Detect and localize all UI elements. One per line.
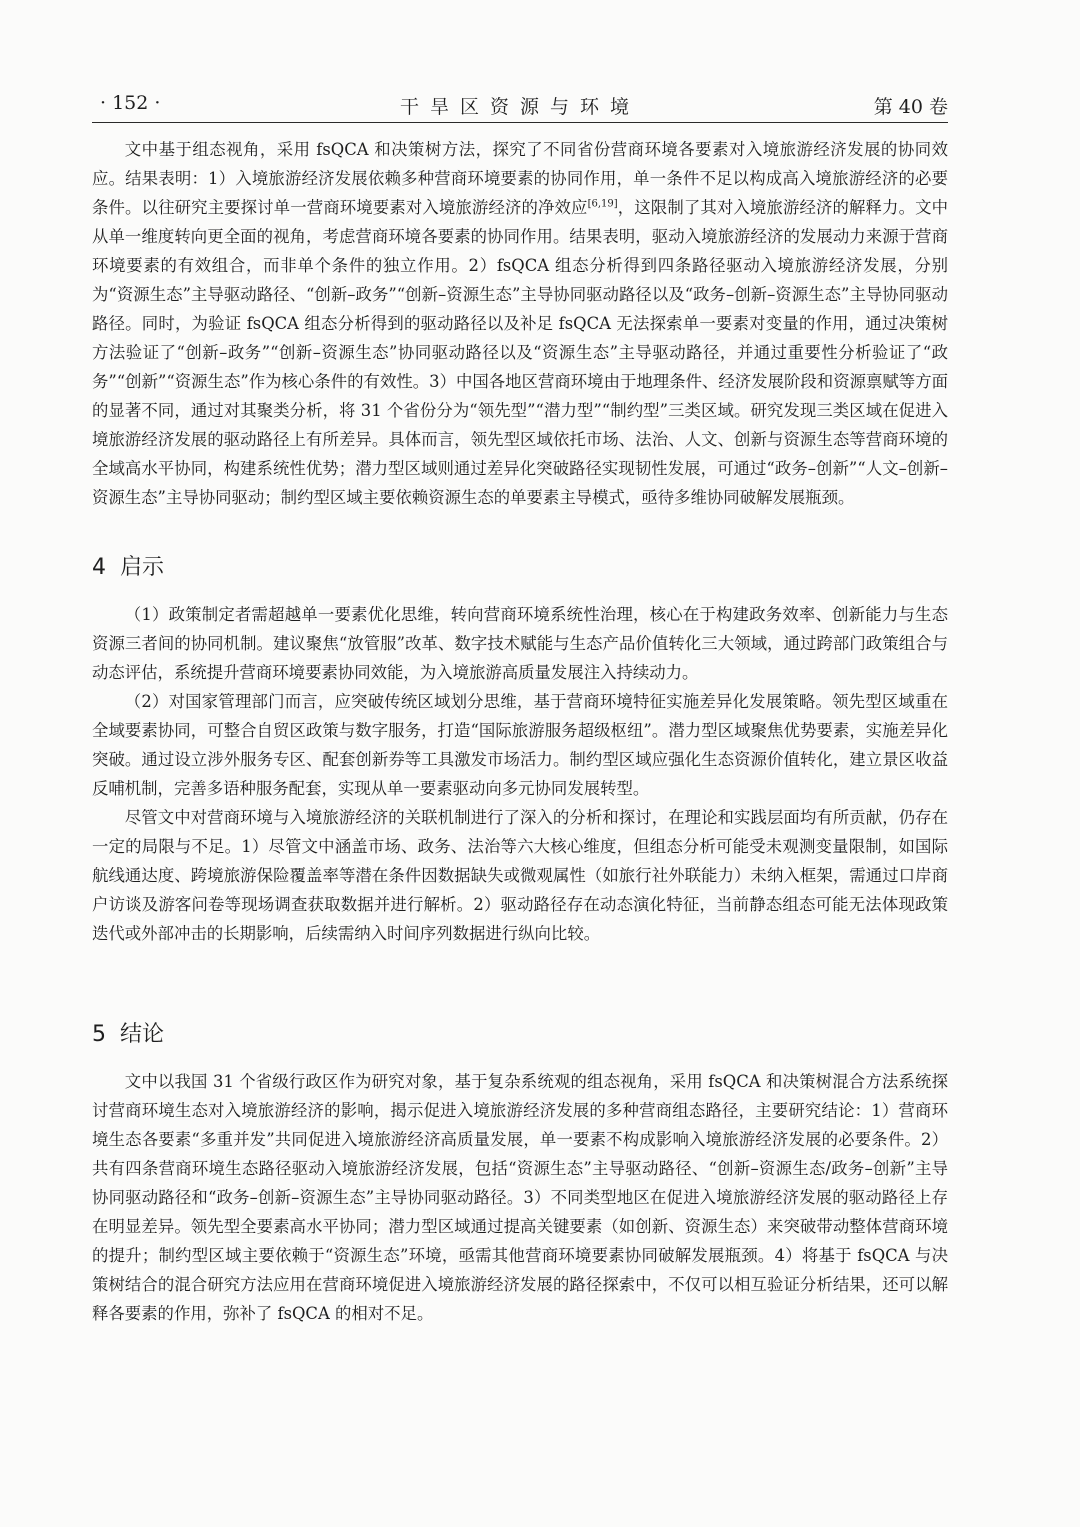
journal-title: 干旱区资源与环境 xyxy=(399,96,640,118)
limitations-paragraph: 尽管文中对营商环境与入境旅游经济的关联机制进行了深入的分析和探讨，在理论和实践层面均有所贡献，仍存在一定的局限与不足。1）尽管文中涵盖市场、政务、法治等六大核心维度，但组态分析可能受未观测变量限制，如国际航线通达度、跨境旅游保险覆盖率等潜在条件因数据缺失或微观属性（如旅行社外联能力）未纳入框架，需通过口岸商户访谈及游客问卷等现场调查获取数据并进行解析。2）驱动路径存在动态演化特征，当前静态组态可能无法体现政策迭代或外部冲击的长期影响，后续需纳入时间序列数据进行纵向比较。 xyxy=(92,808,948,943)
section-number: 4 xyxy=(92,555,106,580)
policy-paragraph-2: （2）对国家管理部门而言，应突破传统区域划分思维，基于营商环境特征实施差异化发展策略。领先型区域重在全域要素协同，可整合自贸区政策与数字服务，打造“国际旅游服务超级枢纽”。潜力型区域聚焦优势要素，实施差异化突破。通过设立涉外服务专区、配套创新券等工具激发市场活力。制约型区域应强化生态资源价值转化，建立景区收益反哺机制，完善多语种服务配套，实现从单一要素驱动向多元协同发展转型。 xyxy=(92,692,948,798)
section-title: 结论 xyxy=(120,1022,165,1047)
section-heading-5 xyxy=(92,1020,164,1050)
section-heading-4 xyxy=(92,553,164,583)
citation-ref: [6,19] xyxy=(587,198,618,210)
section-4-body xyxy=(92,600,948,948)
running-header xyxy=(92,88,948,123)
section-number: 5 xyxy=(92,1022,106,1047)
volume-label: 第 40 卷 xyxy=(873,96,948,118)
section-title: 启示 xyxy=(120,555,165,580)
policy-paragraph-1: （1）政策制定者需超越单一要素优化思维，转向营商环境系统性治理，核心在于构建政务效率、创新能力与生态资源三者间的协同机制。建议聚焦“放管服”改革、数字技术赋能与生态产品价值转化三大领域，通过跨部门政策组合与动态评估，系统提升营商环境要素协同效能，为入境旅游高质量发展注入持续动力。 xyxy=(92,605,948,682)
summary-section xyxy=(92,135,948,512)
section-5-body xyxy=(92,1067,948,1328)
conclusion-paragraph: 文中以我国 31 个省级行政区作为研究对象，基于复杂系统观的组态视角，采用 fsQCA 和决策树混合方法系统探讨营商环境生态对入境旅游经济的影响，揭示促进入境旅游经济发展的多种营商组态路径，主要研究结论：1）营商环境生态各要素“多重并发”共同促进入境旅游经济高质量发展，单一要素不构成影响入境旅游经济发展的必要条件。2）共有四条营商环境生态路径驱动入境旅游经济发展，包括“资源生态”主导驱动路径、“创新–资源生态/政务–创新”主导协同驱动路径和“政务–创新–资源生态”主导协同驱动路径。3）不同类型地区在促进入境旅游经济发展的驱动路径上存在明显差异。领先型全要素高水平协同；潜力型区域通过提高关键要素（如创新、资源生态）来突破带动整体营商环境的提升；制约型区域主要依赖于“资源生态”环境，亟需其他营商环境要素协同破解发展瓶颈。4）将基于 fsQCA 与决策树结合的混合研究方法应用在营商环境促进入境旅游经济发展的路径探索中，不仅可以相互验证分析结果，还可以解释各要素的作用，弥补了 fsQCA 的相对不足。 xyxy=(92,1072,948,1323)
summary-paragraph: 文中基于组态视角，采用 fsQCA 和决策树方法，探究了不同省份营商环境各要素对入境旅游经济发展的协同效应。结果表明：1）入境旅游经济发展依赖多种营商环境要素的协同作用，单一条件不足以构成高入境旅游经济的必要条件。以往研究主要探讨单一营商环境要素对入境旅游经济的净效应[6,19]，这限制了其对入境旅游经济的解释力。文中从单一维度转向更全面的视角，考虑营商环境各要素的协同作用。结果表明，驱动入境旅游经济的发展动力来源于营商环境要素的有效组合，而非单个条件的独立作用。2）fsQCA 组态分析得到四条路径驱动入境旅游经济发展，分别为“资源生态”主导驱动路径、“创新–政务”“创新–资源生态”主导协同驱动路径以及“政务–创新–资源生态”主导协同驱动路径。同时，为验证 fsQCA 组态分析得到的驱动路径以及补足 fsQCA 无法探索单一要素对变量的作用，通过决策树方法验证了“创新–政务”“创新–资源生态”协同驱动路径以及“资源生态”主导驱动路径，并通过重要性分析验证了“政务”“创新”“资源生态”作为核心条件的有效性。3）中国各地区营商环境由于地理条件、经济发展阶段和资源禀赋等方面的显著不同，通过对其聚类分析，将 31 个省份分为“领先型”“潜力型”“制约型”三类区域。研究发现三类区域在促进入境旅游经济发展的驱动路径上有所差异。具体而言，领先型区域依托市场、法治、人文、创新与资源生态等营商环境的全域高水平协同，构建系统性优势；潜力型区域则通过差异化突破路径实现韧性发展，可通过“政务–创新”“人文–创新–资源生态”主导协同驱动；制约型区域主要依赖资源生态的单要素主导模式，亟待多维协同破解发展瓶颈。 xyxy=(92,140,949,507)
page-number: · 152 · xyxy=(100,92,161,114)
